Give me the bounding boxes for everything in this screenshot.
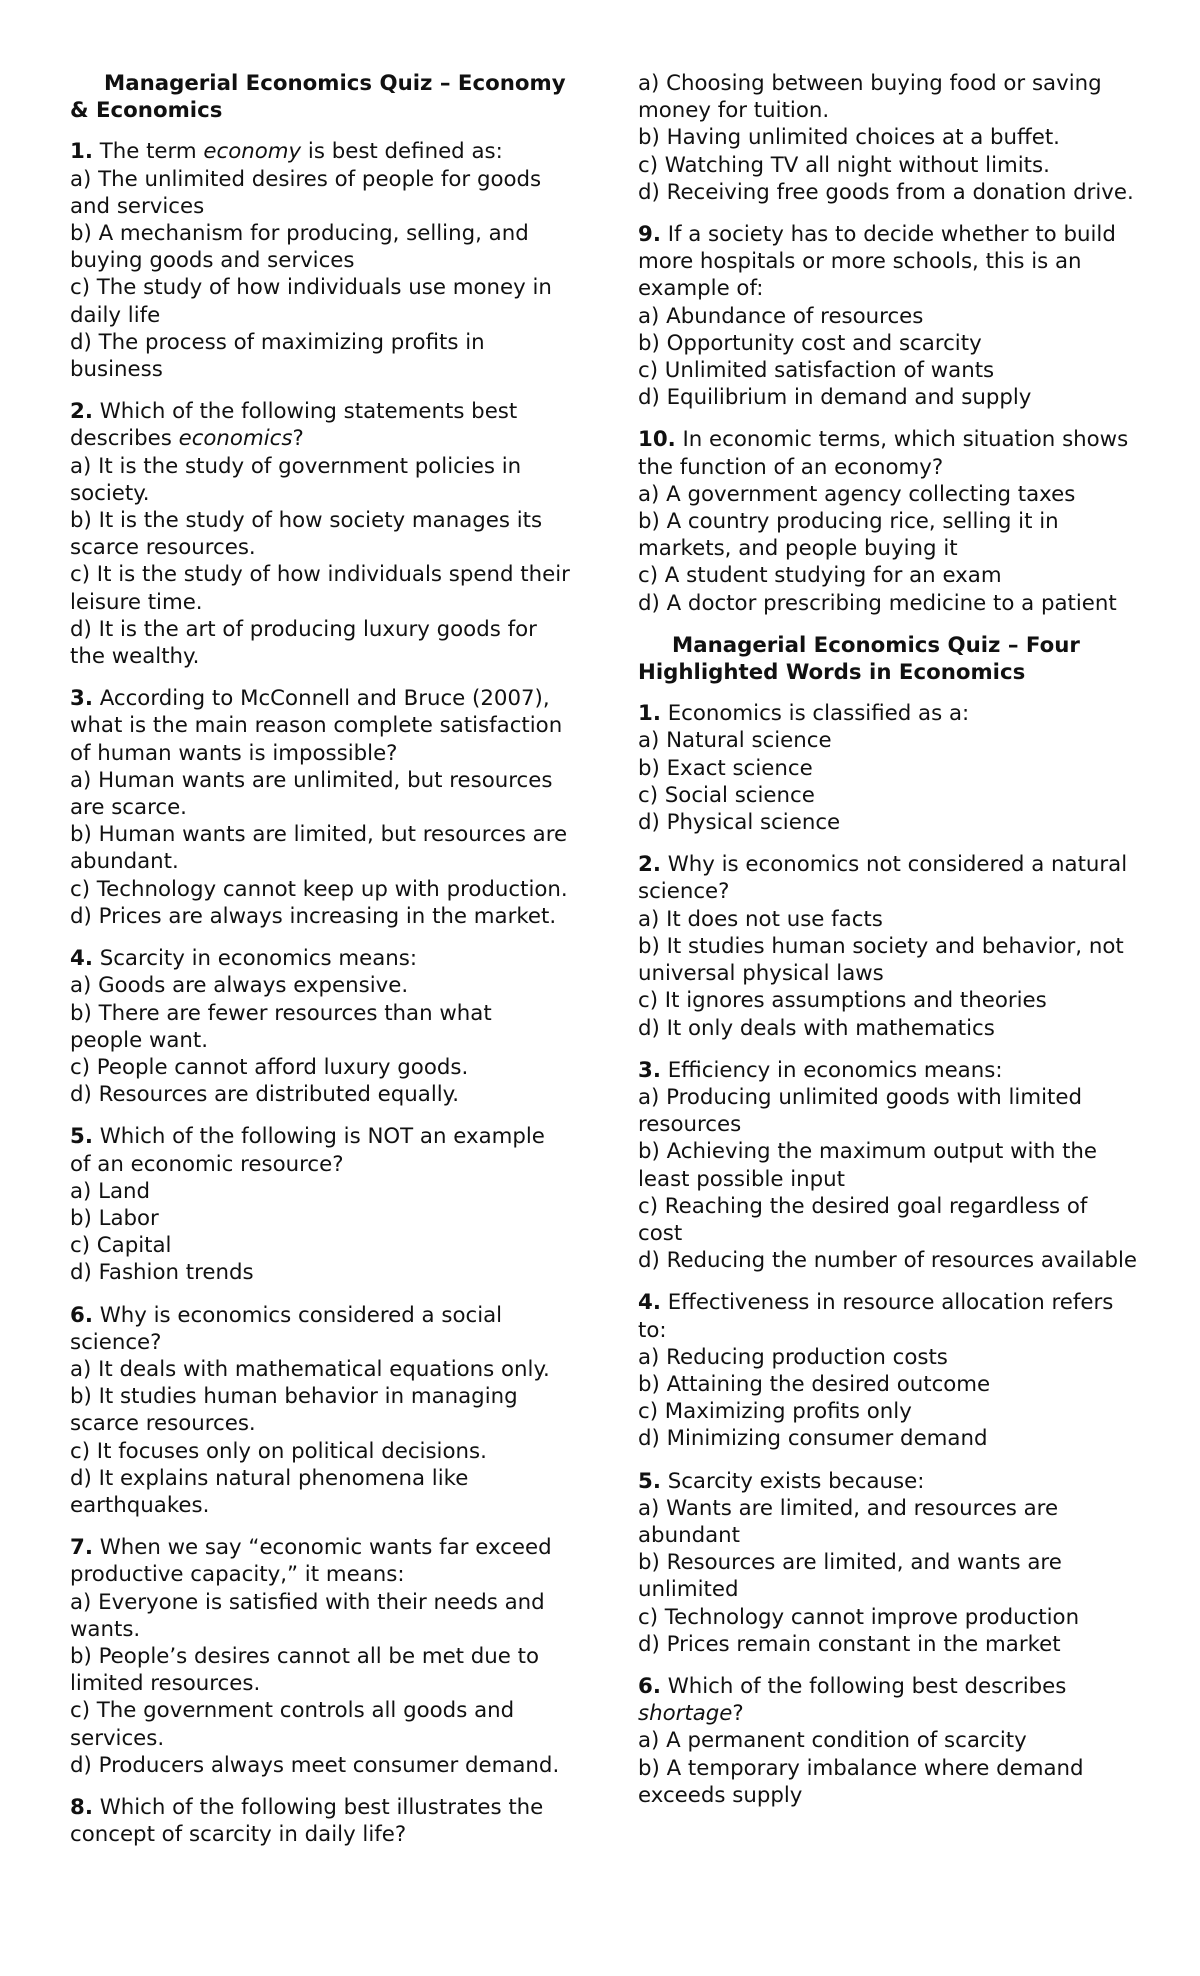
option-b: b) It studies human behavior in managing scarce resources. — [70, 1384, 518, 1437]
option-b: b) Labor — [70, 1205, 159, 1231]
quiz-2-question-1 — [638, 700, 1138, 836]
question-number: 3. — [70, 686, 93, 712]
question-number: 1. — [70, 139, 93, 165]
quiz-2-question-5 — [638, 1468, 1138, 1658]
option-b: b) Human wants are limited, but resources are abundant. — [70, 822, 568, 875]
question-text: is best defined as: — [301, 139, 503, 165]
option-a: a) Wants are limited, and resources are abundant — [638, 1495, 1059, 1548]
quiz-2-question-4 — [638, 1289, 1138, 1452]
quiz-2-question-2 — [638, 851, 1138, 1041]
quiz-2-title-text: Managerial Economics Quiz – Four Highlighted Words in Economics — [638, 632, 1080, 686]
option-a: a) Producing unlimited goods with limited resources — [638, 1084, 1082, 1138]
quiz-1-question-10 — [638, 426, 1138, 616]
option-c: c) The study of how individuals use money in daily life — [70, 275, 552, 328]
option-d: d) The process of maximizing profits in business — [70, 329, 485, 383]
option-a: a) Natural science — [638, 728, 832, 754]
option-d: d) Producers always meet consumer demand. — [70, 1752, 560, 1778]
option-c: c) Technology cannot improve production — [638, 1604, 1080, 1630]
option-b: b) Exact science — [638, 755, 813, 781]
question-number: 6. — [70, 1302, 93, 1328]
option-d: d) Resources are distributed equally. — [70, 1082, 459, 1108]
option-d: d) A doctor prescribing medicine to a patient — [638, 590, 1117, 616]
option-d: d) It only deals with mathematics — [638, 1015, 995, 1041]
option-a: a) A government agency collecting taxes — [638, 481, 1076, 507]
option-a: a) Land — [70, 1178, 151, 1204]
option-b: b) People’s desires cannot all be met due to limited resources. — [70, 1643, 540, 1697]
question-text: ? — [292, 426, 304, 452]
question-text: Efficiency in economics means: — [660, 1057, 1003, 1083]
question-number: 5. — [638, 1468, 661, 1494]
option-a: a) Goods are always expensive. — [70, 973, 409, 999]
option-c: c) People cannot afford luxury goods. — [70, 1054, 469, 1080]
question-text: Why is economics not considered a natural science? — [638, 852, 1128, 905]
question-text: Which of the following best illustrates the concept of scarcity in daily life? — [70, 1794, 544, 1848]
question-text: Effectiveness in resource allocation refers to: — [638, 1290, 1114, 1343]
question-text: According to McConnell and Bruce (2007), what is the main reason complete satisfaction of human wants is impossible? — [70, 686, 563, 766]
quiz-1-question-3 — [70, 685, 570, 930]
question-number: 2. — [638, 852, 661, 878]
option-c: c) Capital — [70, 1233, 172, 1259]
option-a: a) It deals with mathematical equations only. — [70, 1356, 550, 1382]
option-c: c) The government controls all goods and services. — [70, 1698, 515, 1751]
question-text: Why is economics considered a social science? — [70, 1302, 503, 1355]
quiz-1-title — [70, 70, 570, 124]
option-c: c) Maximizing profits only — [638, 1399, 912, 1425]
option-d: d) Physical science — [638, 810, 841, 836]
quiz-1-question-7 — [70, 1534, 570, 1779]
option-a: a) Everyone is satisfied with their needs and wants. — [70, 1589, 545, 1642]
option-b: b) Resources are limited, and wants are unlimited — [638, 1550, 1062, 1603]
question-number: 2. — [70, 399, 93, 425]
option-b: b) Achieving the maximum output with the least possible input — [638, 1139, 1098, 1192]
question-text: Scarcity exists because: — [660, 1468, 925, 1494]
question-number: 7. — [70, 1535, 93, 1561]
option-a: a) A permanent condition of scarcity — [638, 1728, 1027, 1754]
option-b: b) Opportunity cost and scarcity — [638, 330, 982, 356]
question-number: 4. — [638, 1290, 661, 1316]
question-text: Which of the following statements best describes — [70, 399, 518, 452]
option-b: b) A country producing rice, selling it in markets, and people buying it — [638, 509, 1059, 562]
option-b: b) A mechanism for producing, selling, and buying goods and services — [70, 221, 529, 274]
question-number: 9. — [638, 222, 661, 248]
quiz-2-title — [638, 632, 1138, 686]
option-b: b) It is the study of how society manages its scarce resources. — [70, 508, 543, 561]
question-text: If a society has to decide whether to build more hospitals or more schools, this is an example of: — [638, 222, 1116, 302]
question-number: 10. — [638, 427, 676, 453]
question-text: Economics is classified as a: — [660, 701, 970, 727]
question-text: When we say “economic wants far exceed productive capacity,” it means: — [70, 1535, 552, 1588]
option-c: c) It ignores assumptions and theories — [638, 988, 1047, 1014]
option-a: a) Reducing production costs — [638, 1344, 948, 1370]
option-d: d) Fashion trends — [70, 1260, 254, 1286]
question-number: 4. — [70, 946, 93, 972]
question-number: 1. — [638, 701, 661, 727]
quiz-1-question-5 — [70, 1123, 570, 1286]
option-a: a) It is the study of government policies in society. — [70, 453, 522, 506]
quiz-1-question-6 — [70, 1302, 570, 1520]
question-text: Scarcity in economics means: — [92, 946, 418, 972]
question-emphasis: economics — [178, 426, 293, 452]
option-d: d) Prices are always increasing in the market. — [70, 903, 557, 929]
option-d: d) It explains natural phenomena like earthquakes. — [70, 1465, 469, 1518]
quiz-1-question-2 — [70, 398, 570, 670]
option-c: c) It focuses only on political decisions. — [70, 1438, 487, 1464]
option-b: b) A temporary imbalance where demand exceeds supply — [638, 1755, 1084, 1808]
option-b: b) It studies human society and behavior, not universal physical laws — [638, 933, 1124, 987]
option-c: c) Unlimited satisfaction of wants — [638, 358, 995, 384]
quiz-1-question-1 — [70, 138, 570, 383]
option-c: c) A student studying for an exam — [638, 563, 1002, 589]
quiz-1-question-9 — [638, 221, 1138, 411]
option-c: c) Reaching the desired goal regardless of cost — [638, 1193, 1088, 1246]
quiz-1-question-8-options — [638, 70, 1138, 206]
quiz-1-title-text: Managerial Economics Quiz – Economy & Economics — [70, 71, 566, 124]
option-c: c) Social science — [638, 782, 815, 808]
question-text: Which of the following best describes — [660, 1673, 1067, 1699]
option-d: d) Minimizing consumer demand — [638, 1426, 988, 1452]
option-d: d) Equilibrium in demand and supply — [638, 385, 1032, 411]
right-column — [638, 70, 1138, 1824]
option-c: c) It is the study of how individuals spend their leisure time. — [70, 562, 570, 615]
option-a: a) It does not use facts — [638, 906, 883, 932]
question-text: In economic terms, which situation shows the function of an economy? — [638, 427, 1129, 480]
quiz-1-question-8 — [70, 1794, 570, 1848]
option-b: b) Having unlimited choices at a buffet. — [638, 125, 1060, 151]
option-d: d) Reducing the number of resources available — [638, 1248, 1137, 1274]
question-emphasis: shortage — [638, 1701, 733, 1727]
question-emphasis: economy — [203, 139, 302, 165]
option-b: b) Attaining the desired outcome — [638, 1371, 991, 1397]
quiz-2-question-6 — [638, 1673, 1138, 1809]
left-column — [70, 70, 570, 1863]
option-b: b) There are fewer resources than what people want. — [70, 1000, 492, 1053]
question-number: 6. — [638, 1673, 661, 1699]
question-text: The term — [92, 139, 204, 165]
quiz-1-question-4 — [70, 945, 570, 1108]
option-a: a) Choosing between buying food or saving money for tuition. — [638, 71, 1102, 124]
question-number: 3. — [638, 1057, 661, 1083]
option-d: d) Receiving free goods from a donation drive. — [638, 179, 1134, 205]
quiz-2-question-3 — [638, 1057, 1138, 1275]
option-c: c) Technology cannot keep up with production. — [70, 876, 568, 902]
question-number: 5. — [70, 1124, 93, 1150]
option-d: d) Prices remain constant in the market — [638, 1631, 1061, 1657]
question-text: Which of the following is NOT an example of an economic resource? — [70, 1124, 545, 1177]
option-a: a) Human wants are unlimited, but resources are scarce. — [70, 767, 553, 821]
option-c: c) Watching TV all night without limits. — [638, 152, 1050, 178]
option-a: a) The unlimited desires of people for goods and services — [70, 166, 542, 219]
question-number: 8. — [70, 1794, 93, 1820]
question-text: ? — [732, 1701, 744, 1727]
option-d: d) It is the art of producing luxury goods for the wealthy. — [70, 616, 537, 670]
option-a: a) Abundance of resources — [638, 303, 924, 329]
